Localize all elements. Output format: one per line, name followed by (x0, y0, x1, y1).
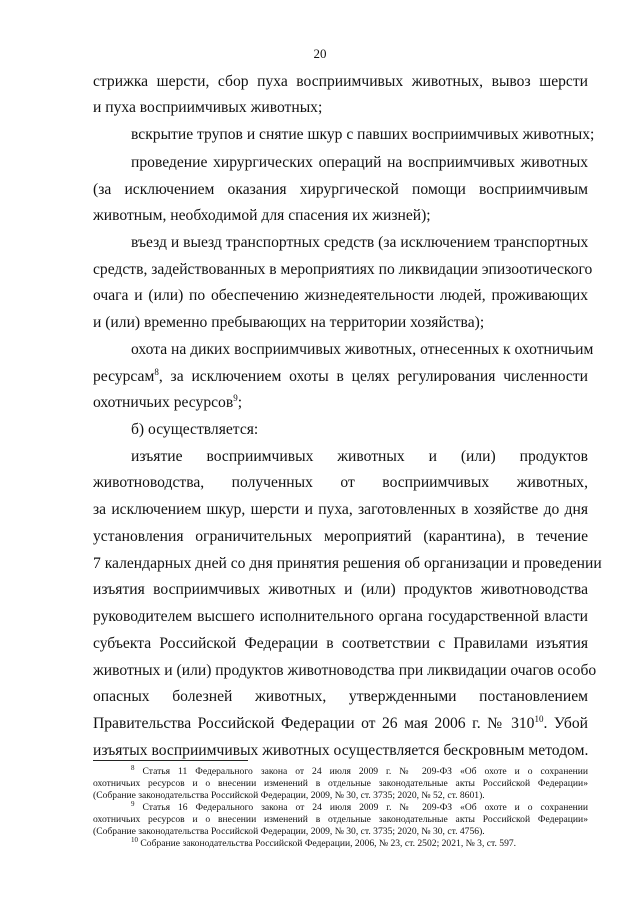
body-line: средств, задействованных в мероприятиях по ликвидации эпизоотического (93, 261, 593, 278)
footnote-line: охотничьих ресурсов и о внесении изменений в отдельные законодательные акты Российской Федерации» (93, 814, 588, 825)
body-line: животноводства, полученных от восприимчивых животных, (93, 474, 588, 491)
body-line-with-footnote-8 (93, 367, 588, 387)
footnote-line: охотничьих ресурсов и о внесении изменений в отдельные законодательные акты Российской Федерации» (93, 778, 588, 789)
body-text: . Убой (543, 715, 588, 732)
body-line: изъятие восприимчивых животных и (или) продуктов (131, 448, 588, 465)
page-number: 20 (313, 46, 327, 61)
body-line: изъятых восприимчивых животных осуществляется бескровным методом. (93, 742, 589, 759)
footnote-8 (131, 766, 588, 778)
footnote-text: Собрание законодательства Российской Федерации, 2006, № 23, ст. 2502; 2021, № 3, ст. 597. (138, 838, 517, 849)
footnote-10 (131, 838, 588, 850)
body-text: Правительства Российской Федерации от 26 мая 2006 г. № 310 (93, 715, 535, 732)
body-line: б) осуществляется: (131, 421, 259, 438)
footnote-line: (Собрание законодательства Российской Федерации, 2009, № 30, ст. 3735; 2020, № 30, ст. 4756). (93, 826, 485, 837)
footnote-ref-9: 9 (233, 393, 238, 403)
body-line: за исключением шкур, шерсти и пуха, заготовленных в хозяйстве до дня (93, 501, 588, 518)
body-line-with-footnote-9 (93, 393, 588, 413)
footnote-ref-10: 10 (534, 714, 544, 724)
body-line: субъекта Российской Федерации в соответствии с Правилами изъятия (93, 635, 588, 652)
body-line: животным, необходимой для спасения их жизней); (93, 207, 431, 224)
body-line: и (или) временно пребывающих на территории хозяйства); (93, 314, 485, 331)
body-line-with-footnote-10 (93, 714, 588, 734)
body-line: въезд и выезд транспортных средств (за исключением транспортных (131, 234, 589, 251)
body-line: руководителем высшего исполнительного органа государственной власти (93, 608, 588, 625)
body-line: проведение хирургических операций на восприимчивых животных (131, 154, 588, 171)
body-line: вскрытие трупов и снятие шкур с павших восприимчивых животных; (131, 126, 595, 143)
body-line: стрижка шерсти, сбор пуха восприимчивых животных, вывоз шерсти (93, 73, 588, 90)
footnote-mark-8: 8 (131, 764, 135, 772)
body-line: изъятия восприимчивых животных и (или) продуктов животноводства (93, 581, 588, 598)
footnote-line: (Собрание законодательства Российской Федерации, 2009, № 30, ст. 3735; 2020, № 52, ст. 8601). (93, 790, 485, 801)
body-line: и пуха восприимчивых животных; (93, 99, 323, 116)
footnote-ref-8: 8 (154, 367, 159, 377)
body-line: очага и (или) по обеспечению жизнедеятельности людей, проживающих (93, 287, 588, 304)
footnote-text: Статья 16 Федерального закона от 24 июля 2009 г. № 209-ФЗ «Об охоте и о сохранении (134, 802, 588, 813)
footnote-9 (131, 802, 588, 814)
footnote-text: Статья 11 Федерального закона от 24 июля 2009 г. № 209-ФЗ «Об охоте и о сохранении (134, 766, 588, 777)
body-text: , за исключением охоты в целях регулирования численности (158, 368, 588, 385)
body-line: охота на диких восприимчивых животных, отнесенных к охотничьим (131, 341, 594, 358)
footnote-separator (93, 760, 248, 761)
body-line: (за исключением оказания хирургической помощи восприимчивым (93, 181, 588, 198)
body-text: ресурсам (93, 368, 155, 385)
body-line: животных и (или) продуктов животноводства при ликвидации очагов особо (93, 662, 597, 679)
body-text: охотничьих ресурсов (93, 394, 234, 411)
body-line: опасных болезней животных, утвержденными постановлением (93, 688, 588, 705)
body-line: установления ограничительных мероприятий (карантина), в течение (93, 528, 588, 545)
body-line: 7 календарных дней со дня принятия решения об организации и проведении (93, 555, 602, 572)
body-text: ; (237, 394, 243, 411)
footnote-mark-10: 10 (131, 836, 138, 844)
footnote-mark-9: 9 (131, 800, 135, 808)
